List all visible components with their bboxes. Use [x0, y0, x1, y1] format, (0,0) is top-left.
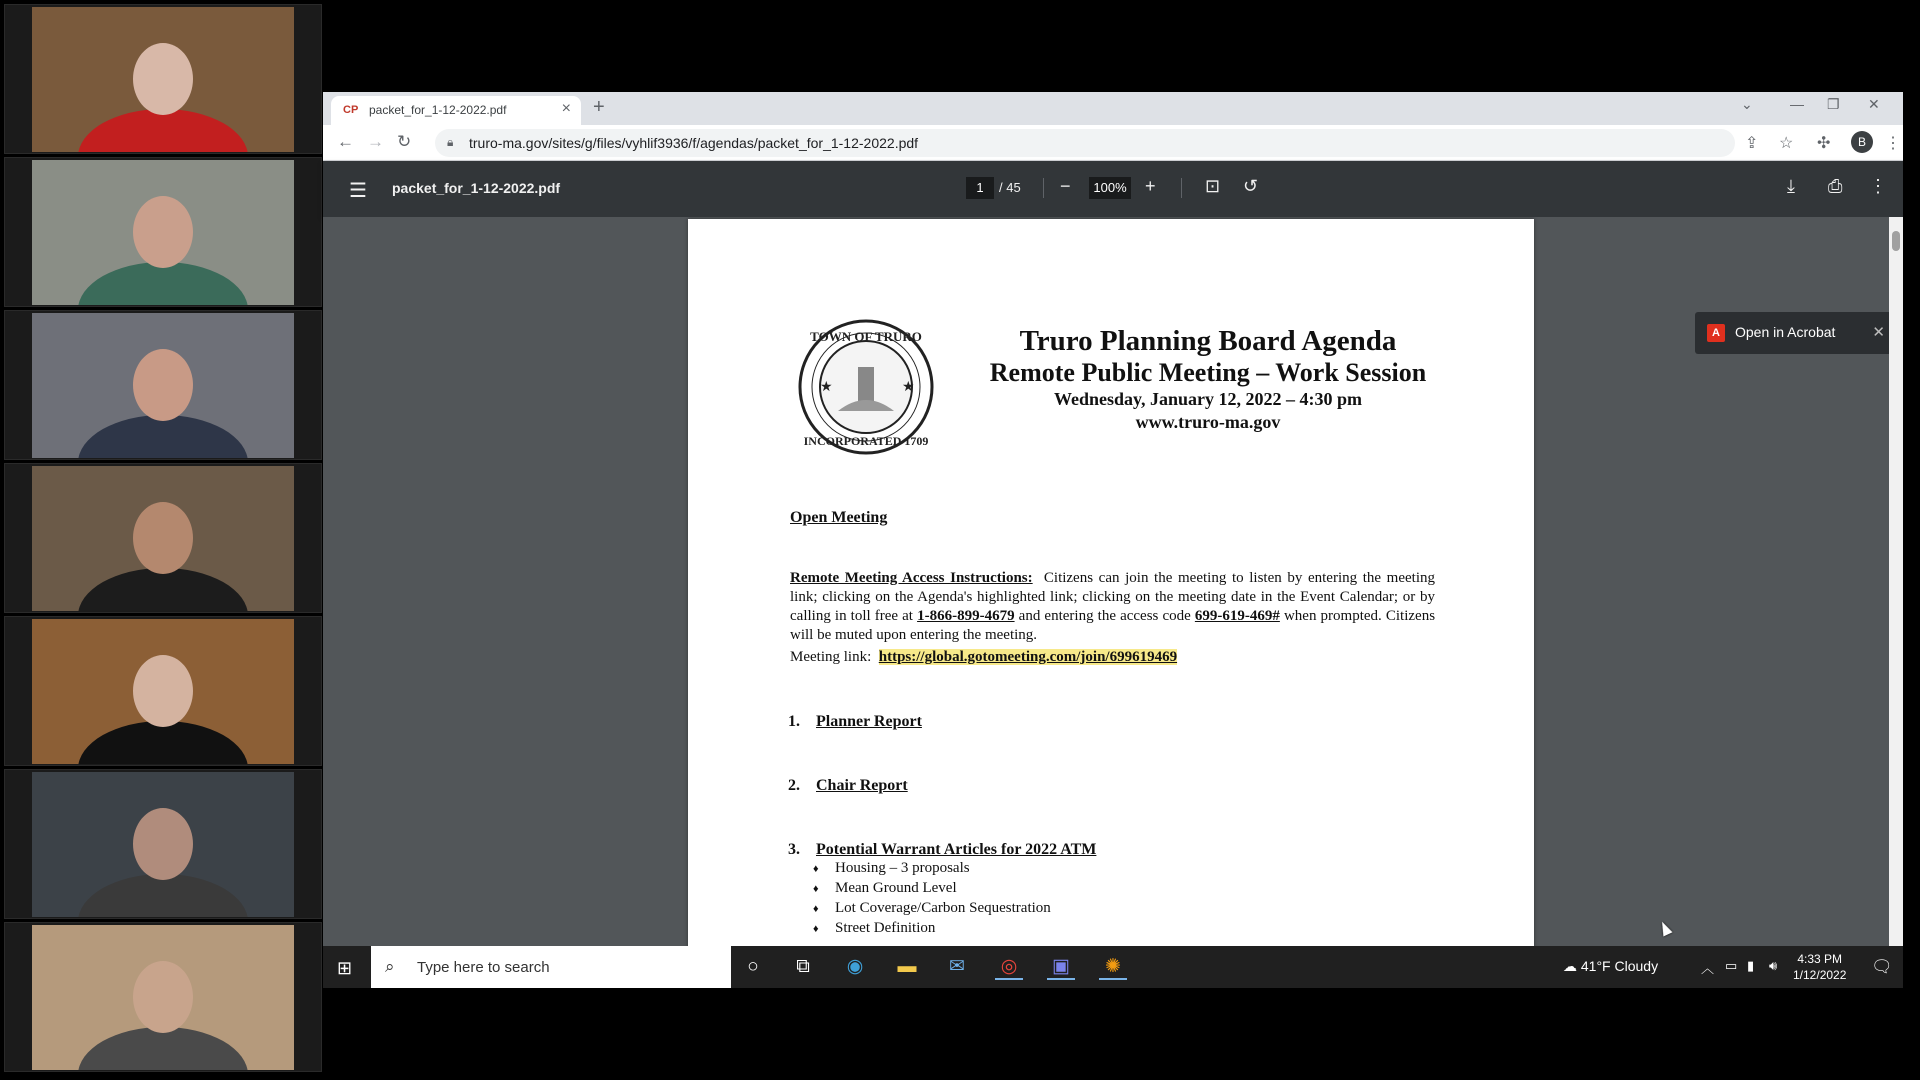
tray-chevron-icon[interactable]: ︿ [1701, 961, 1715, 976]
video-tile[interactable] [4, 922, 322, 1072]
new-tab-button[interactable]: + [593, 96, 605, 118]
back-button[interactable]: ← [337, 132, 354, 151]
minimize-button[interactable]: — [1790, 96, 1804, 112]
zoom-in-button[interactable]: + [1145, 176, 1156, 196]
meeting-link-line [790, 649, 1177, 666]
acrobat-icon: A [1707, 324, 1725, 342]
diamond-bullet-icon: ♦ [813, 863, 819, 875]
meeting-link-label: Meeting link: [790, 649, 872, 665]
windows-taskbar [323, 946, 1903, 988]
agenda-date: Wednesday, January 12, 2022 – 4:30 pm [1053, 389, 1363, 409]
page-total: / 45 [999, 180, 1021, 195]
teams-icon[interactable]: ▣ [1047, 954, 1075, 980]
gotomeeting-icon[interactable]: ✺ [1099, 954, 1127, 980]
search-placeholder: Type here to search [417, 959, 550, 976]
access-text-2: and entering the access code [1018, 608, 1191, 624]
participant-video [32, 7, 294, 152]
participant-video [32, 160, 294, 305]
chrome-icon[interactable]: ◎ [995, 954, 1023, 980]
tab-title: packet_for_1-12-2022.pdf [369, 103, 507, 117]
pdf-page [688, 219, 1534, 946]
open-meeting-heading: Open Meeting [790, 509, 888, 526]
access-instructions [790, 569, 1435, 645]
list-item: ♦ Lot Coverage/Carbon Sequestration [813, 899, 1051, 919]
agenda-website: www.truro-ma.gov [1135, 412, 1281, 432]
url-text: truro-ma.gov/sites/g/files/vyhlif3936/f/agendas/packet_for_1-12-2022.pdf [469, 135, 919, 151]
access-text-3: when prompted. Citizens will be muted upon entering the meeting. [790, 608, 1436, 643]
agenda-item: 3. Potential Warrant Articles for 2022 ATM [788, 841, 1097, 858]
access-text-1: Citizens can join the meeting to listen by entering the meeting link; clicking on the Agenda's highlighted link; clicking on the meeting date in the Event Calendar; or by calling in toll free at [790, 570, 1435, 624]
agenda-item-label: Chair Report [816, 777, 908, 794]
tab-bar [323, 92, 1903, 125]
scroll-thumb[interactable] [1892, 231, 1900, 251]
participant-video [32, 772, 294, 917]
agenda-subtitle: Remote Public Meeting – Work Session [989, 358, 1427, 387]
video-tile[interactable] [4, 463, 322, 613]
address-bar[interactable] [435, 129, 1735, 157]
volume-icon[interactable]: 🔊︎ [1769, 958, 1778, 973]
agenda-item-label: Planner Report [816, 713, 922, 730]
zoom-level-input[interactable]: 100% [1089, 177, 1131, 199]
lock-icon[interactable]: 🔒︎ [447, 135, 454, 149]
diamond-bullet-icon: ♦ [813, 923, 819, 935]
participant-video [32, 619, 294, 764]
svg-text:INCORPORATED 1709: INCORPORATED 1709 [803, 434, 929, 448]
truro-favicon-icon: CP [343, 104, 359, 116]
open-in-acrobat-popup[interactable] [1695, 312, 1895, 354]
restore-button[interactable]: ❐ [1827, 96, 1840, 112]
meeting-link[interactable]: https://global.gotomeeting.com/join/699619469 [878, 649, 1178, 665]
town-seal-icon [798, 319, 934, 455]
video-tile[interactable] [4, 616, 322, 766]
list-item: ♦ Street Definition [813, 919, 1051, 939]
file-explorer-icon[interactable]: ▬ [897, 956, 917, 977]
video-tile[interactable] [4, 4, 322, 154]
forward-button[interactable]: → [367, 132, 384, 151]
mail-icon[interactable]: ✉ [949, 956, 965, 977]
divider [1181, 178, 1182, 198]
reload-button[interactable]: ↻ [397, 132, 412, 151]
warrant-article-list [813, 859, 1051, 939]
svg-text:★: ★ [902, 380, 915, 395]
list-item: ♦ Mean Ground Level [813, 879, 1051, 899]
share-icon[interactable]: ⇪ [1745, 135, 1759, 152]
device-icon[interactable]: ▭ [1725, 958, 1738, 973]
access-code: 699-619-469# [1194, 608, 1280, 624]
taskbar-clock[interactable]: 4:33 PM 1/12/2022 [1793, 952, 1847, 982]
browser-toolbar [323, 125, 1903, 161]
tab-pdf[interactable] [331, 96, 581, 125]
pdf-more-icon[interactable]: ⋮ [1869, 176, 1887, 196]
notification-icon[interactable]: 🗨︎ [1871, 957, 1893, 976]
diamond-bullet-icon: ♦ [813, 903, 819, 915]
pdf-toolbar [323, 161, 1903, 217]
svg-text:TOWN OF TRURO: TOWN OF TRURO [810, 329, 922, 344]
profile-avatar[interactable]: B [1851, 131, 1873, 153]
tab-search-chevron-icon[interactable]: ⌄ [1741, 96, 1753, 112]
download-icon[interactable]: ⤓ [1787, 176, 1795, 196]
zoom-out-button[interactable]: − [1060, 176, 1071, 196]
participant-video [32, 313, 294, 458]
agenda-title: Truro Planning Board Agenda [1019, 325, 1397, 357]
participant-video [32, 925, 294, 1070]
mouse-cursor-icon [1658, 920, 1673, 937]
phone-number: 1-866-899-4679 [917, 608, 1015, 624]
agenda-item-label: Potential Warrant Articles for 2022 ATM [816, 841, 1097, 858]
rotate-icon[interactable]: ↺ [1243, 176, 1259, 196]
task-view-icon[interactable]: ⧉ [796, 956, 810, 977]
extensions-icon[interactable]: ✣ [1817, 135, 1831, 152]
page-number-input[interactable]: 1 [966, 177, 994, 199]
bookmark-star-icon[interactable]: ☆ [1779, 135, 1794, 152]
video-tile[interactable] [4, 769, 322, 919]
taskbar-search-box[interactable] [371, 946, 731, 988]
edge-icon[interactable]: ◉ [846, 956, 864, 977]
close-window-button[interactable]: ✕ [1868, 96, 1880, 112]
weather-widget[interactable]: ☁ 41°F Cloudy [1563, 958, 1659, 974]
list-item: ♦ Housing – 3 proposals [813, 859, 1051, 879]
scrollbar[interactable] [1889, 217, 1903, 946]
pdf-file-name: packet_for_1-12-2022.pdf [392, 180, 561, 196]
diamond-bullet-icon: ♦ [813, 883, 819, 895]
search-icon: ⌕ [385, 957, 395, 976]
agenda-item: 1. Planner Report [788, 713, 922, 730]
browser-menu-icon[interactable]: ⋮ [1885, 135, 1901, 152]
video-tile[interactable] [4, 157, 322, 307]
access-heading: Remote Meeting Access Instructions: [790, 570, 1033, 586]
fit-to-page-icon[interactable]: ⊡ [1205, 176, 1221, 196]
windows-start-icon[interactable]: ⊞ [337, 958, 353, 978]
svg-text:★: ★ [820, 380, 833, 395]
agenda-item: 2. Chair Report [788, 777, 908, 794]
video-tile[interactable] [4, 310, 322, 460]
browser-window [323, 92, 1903, 946]
pdf-viewer[interactable] [323, 217, 1903, 946]
participant-video [32, 466, 294, 611]
battery-icon[interactable]: ▮ [1747, 958, 1755, 973]
divider [1043, 178, 1044, 198]
open-in-acrobat-label[interactable]: Open in Acrobat [1735, 324, 1836, 340]
cortana-icon[interactable]: ○ [747, 956, 759, 977]
close-icon[interactable]: × [561, 100, 571, 117]
video-gallery [4, 4, 322, 1076]
close-icon[interactable]: ✕ [1872, 324, 1885, 341]
sidebar-menu-icon[interactable]: ☰ [349, 180, 367, 202]
print-icon[interactable]: ⎙ [1828, 176, 1843, 196]
